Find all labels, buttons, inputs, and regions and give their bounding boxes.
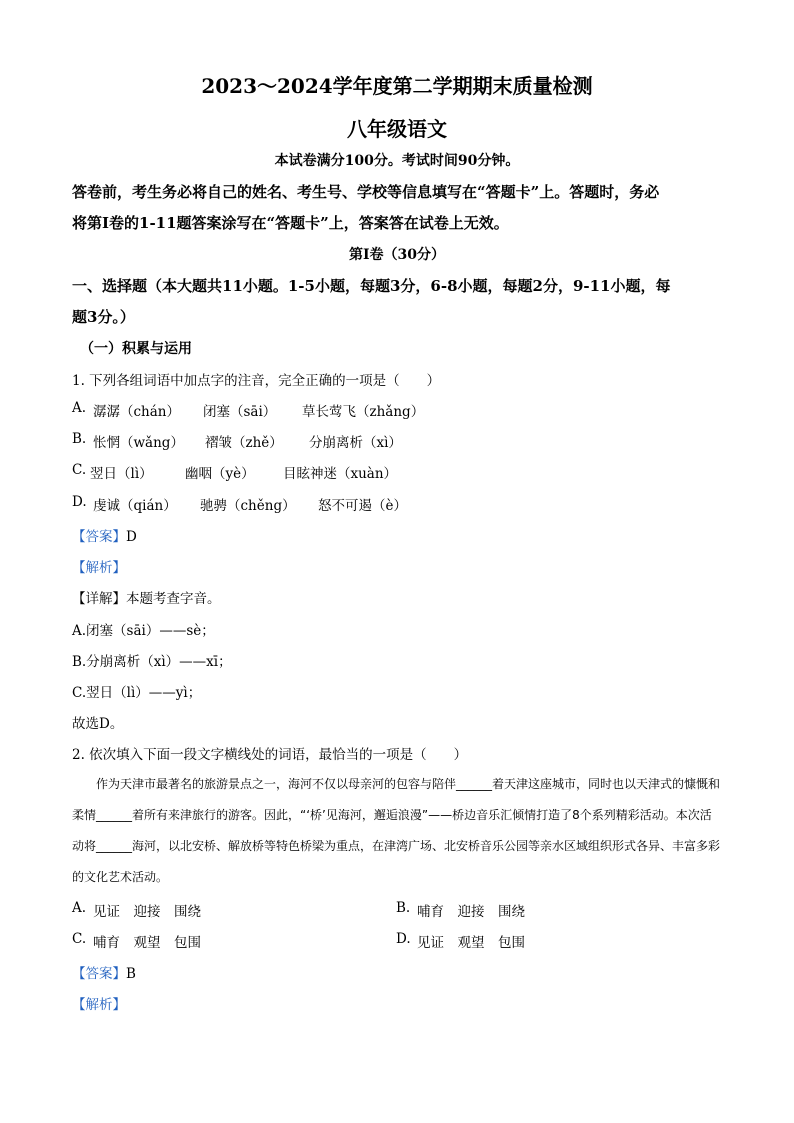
sub-heading: （一）积累与运用 <box>80 341 192 357</box>
q1-explanation-b: B.分崩离析（xì）——xī； <box>72 654 232 670</box>
q2-passage: 作为天津市最著名的旅游景点之一，海河不仅以母亲河的包容与陪伴______着天津这座城市，同时也以天津式的慷慨和柔情______着所有来津旅行的游客。因此，“‘桥’见海河，邂逅浪漫”——桥边音乐汇倾情打造了8个系列精彩活动。本次活动将______海河，以北安桥、解放桥等特色桥梁为重点，在津湾广场、北安桥音乐公园等亲水区域组织形式各异、丰富多彩的文化艺术活动。 <box>72 777 721 884</box>
subject-title: 八年级语文 <box>347 117 447 141</box>
option-item: 潺潺（chán） <box>93 404 180 420</box>
option-item: 翌日（lì） <box>90 466 153 482</box>
option-text: 见证 观望 包围 <box>417 935 525 951</box>
option-item: 怒不可遏（è） <box>318 498 407 514</box>
answer-value: B <box>126 966 136 982</box>
volume-heading: 第Ⅰ卷（30分） <box>348 247 446 263</box>
section-heading-line-1: 一、选择题（本大题共11小题。1-5小题，每题3分，6-8小题，每题2分，9-11小题，每 <box>72 277 671 295</box>
option-item: 虔诚（qián） <box>93 498 177 514</box>
detail-tag: 【详解】 <box>72 591 126 607</box>
answer-value: D <box>126 529 137 545</box>
option-item: 驰骋（chěng） <box>200 498 296 514</box>
instruction-line-2: 将第Ⅰ卷的1-11题答案涂写在“答题卡”上，答案答在试卷上无效。 <box>72 214 509 232</box>
q1-analysis <box>72 556 722 576</box>
exam-title: 2023～2024学年度第二学期期末质量检测 <box>201 74 593 98</box>
option-label: B. <box>396 900 411 916</box>
option-label: D. <box>396 931 411 947</box>
option-label: B. <box>72 431 87 447</box>
q1-conclusion: 故选D。 <box>72 716 124 732</box>
option-label: A. <box>72 400 87 416</box>
instruction-line-1: 答卷前，考生务必将自己的姓名、考生号、学校等信息填写在“答题卡”上。答题时，务必 <box>72 183 660 201</box>
q1-answer <box>72 525 722 545</box>
analysis-tag: 【解析】 <box>72 997 126 1013</box>
question-2-stem: 2. 依次填入下面一段文字横线处的词语，最恰当的一项是（ ） <box>72 747 468 763</box>
option-label: C. <box>72 931 87 947</box>
answer-tag: 【答案】 <box>72 529 126 545</box>
option-label: C. <box>72 462 87 478</box>
option-item: 目眩神迷（xuàn） <box>283 466 398 482</box>
analysis-tag: 【解析】 <box>72 560 126 576</box>
detail-text: 本题考查字音。 <box>126 591 221 607</box>
q1-detail <box>72 587 722 607</box>
option-item: 分崩离析（xì） <box>309 435 402 451</box>
option-text: 见证 迎接 围绕 <box>93 904 201 920</box>
option-item: 草长莺飞（zhǎng） <box>302 404 425 420</box>
option-item: 褶皱（zhě） <box>205 435 283 451</box>
q2-analysis <box>72 993 722 1013</box>
section-heading-line-2: 题3分。） <box>72 308 135 326</box>
q1-explanation-c: C.翌日（lì）——yì； <box>72 685 202 701</box>
option-label: A. <box>72 900 87 916</box>
option-item: 怅惘（wǎng） <box>93 435 184 451</box>
question-1-stem: 1. 下列各组词语中加点字的注音，完全正确的一项是（ ） <box>72 373 441 389</box>
option-label: D. <box>72 494 87 510</box>
q1-explanation-a: A.闭塞（sāi）——sè； <box>72 623 215 639</box>
exam-note: 本试卷满分100分。考试时间90分钟。 <box>274 153 520 169</box>
option-item: 闭塞（sāi） <box>203 404 277 420</box>
answer-tag: 【答案】 <box>72 966 126 982</box>
option-text: 哺育 观望 包围 <box>93 935 201 951</box>
option-item: 幽咽（yè） <box>185 466 255 482</box>
option-text: 哺育 迎接 围绕 <box>417 904 525 920</box>
q2-answer <box>72 962 722 982</box>
